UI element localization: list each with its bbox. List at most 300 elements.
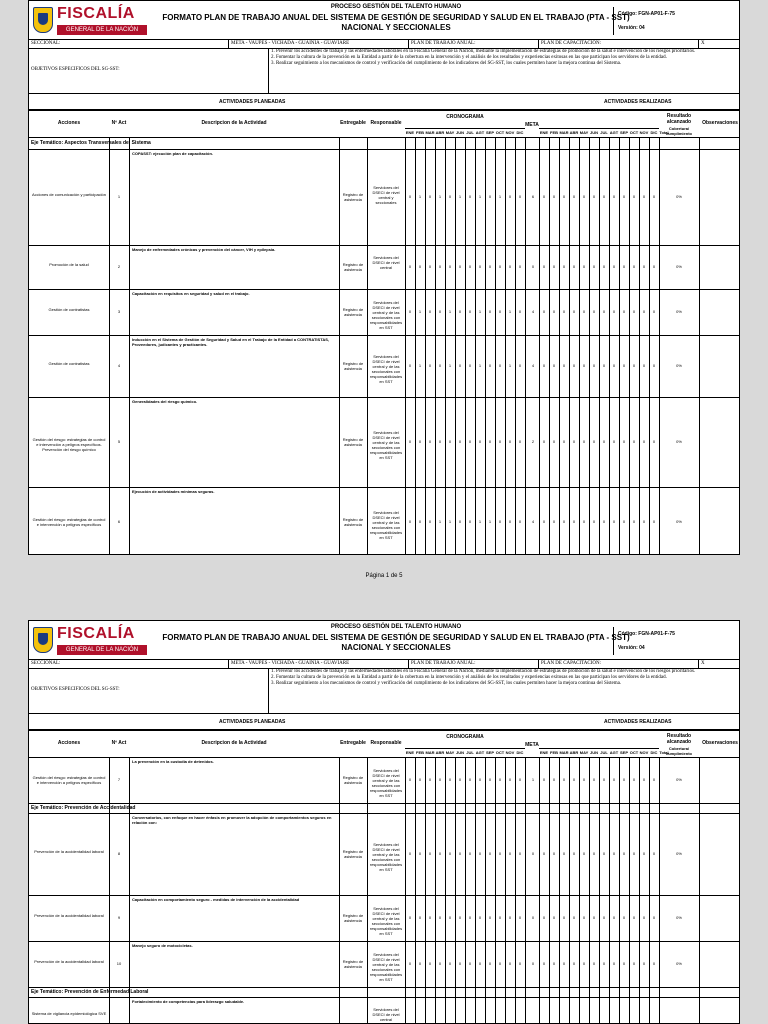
schedule-cell: 0 [488,264,492,269]
month-header-planned: MAY [445,750,455,755]
month-line [435,137,436,555]
document-title [159,13,633,33]
row-entregable: Registro de asistencia [342,959,364,969]
objetivos-text [271,49,737,67]
schedule-cell: 0 [438,851,442,856]
metadata-block [28,40,740,94]
schedule-cell: 1 [478,194,482,199]
schedule-cell: 1 [438,194,442,199]
meta-cell: 4 [531,309,535,314]
title-line-2: NACIONAL Y SECCIONALES [341,643,451,652]
row-divider [29,245,740,246]
month-line [569,137,570,555]
schedule-cell: 0 [458,309,462,314]
schedule-cell: 0 [488,194,492,199]
plan-capacitacion-label: PLAN DE CAPACITACIÓN: [539,40,699,48]
done-cell: 0 [572,777,576,782]
schedule-cell: 0 [468,519,472,524]
done-cell: 0 [562,439,566,444]
done-cell: 0 [622,309,626,314]
month-line [445,757,446,1024]
done-cell: 0 [542,777,546,782]
schedule-cell: 0 [498,363,502,368]
schedule-cell: 0 [488,309,492,314]
schedule-cell: 0 [468,309,472,314]
page-header [28,0,740,40]
schedule-cell: 0 [458,915,462,920]
row-number: 2 [117,264,121,269]
month-divider [405,128,525,129]
meta-cell: 4 [531,363,535,368]
schedule-cell: 1 [448,519,452,524]
row-percent: 0% [676,777,682,782]
done-cell: 0 [562,519,566,524]
schedule-cell: 0 [478,851,482,856]
row-entregable: Registro de asistencia [342,361,364,371]
done-cell: 0 [542,363,546,368]
done-cell: 0 [572,851,576,856]
schedule-cell: 0 [408,439,412,444]
row-responsable: Servidores del DSECI de nivel central y de las seccionales con responsabilidades en SST [369,952,403,982]
col-acciones: Acciones [57,120,81,126]
month-header-done: AGT [609,750,619,755]
row-description: Ejecución de actividades minimas seguras. [132,489,215,494]
document-page-2 [28,620,740,1024]
done-cell: 0 [582,915,586,920]
done-cell: 0 [552,519,556,524]
schedule-cell: 0 [498,309,502,314]
done-cell: 0 [552,777,556,782]
schedule-cell: 0 [458,439,462,444]
completed-activities-label: ACTIVIDADES REALIZADAS [604,99,672,105]
month-header-done: FEB [550,750,558,755]
month-line [639,757,640,1024]
col-responsable: Responsable [370,740,402,746]
document-title [159,633,633,653]
done-cell: 0 [652,194,656,199]
schedule-cell: 0 [508,439,512,444]
done-cell: 0 [552,194,556,199]
document-version: Versión: 04 [618,25,645,31]
done-cell: 0 [642,309,646,314]
month-header-done: JUL [600,130,608,135]
schedule-cell: 0 [508,851,512,856]
row-responsable: Servidores del DSECI de nivel central [372,1007,400,1022]
column-line [525,137,526,555]
col-acciones: Acciones [57,740,81,746]
month-header-planned: MAY [445,130,455,135]
eje-tematico: Eje Temático: Prevención de Accidentalidad [31,805,136,811]
schedule-cell: 0 [428,194,432,199]
schedule-cell: 0 [488,961,492,966]
row-description: La prevención en la custodia de detenidos. [132,759,214,764]
done-cell: 0 [562,264,566,269]
col-total: Total [659,750,669,755]
month-header-done: MAY [579,750,589,755]
schedule-cell: 0 [448,194,452,199]
done-cell: 0 [562,915,566,920]
schedule-cell: 0 [458,519,462,524]
meta-cell: 0 [531,851,535,856]
schedule-cell: 0 [418,961,422,966]
done-cell: 0 [612,851,616,856]
done-cell: 0 [592,439,596,444]
month-line [589,137,590,555]
month-line [579,137,580,555]
done-cell: 0 [612,961,616,966]
month-header-planned: JUL [466,130,474,135]
col-cronograma: CRONOGRAMA [446,734,484,740]
month-line [445,137,446,555]
month-line [485,137,486,555]
done-cell: 0 [632,961,636,966]
col-total: Total [659,130,669,135]
objetivos-label: OBJETIVOS ESPECIFICOS DEL SG-SST: [31,67,120,72]
done-cell: 0 [622,777,626,782]
row-description: Conversatorios, con enfoque en hacer énfasis en promover la adopción de comportamientos seguros en relación con: [132,815,332,825]
done-cell: 0 [582,519,586,524]
month-divider [539,128,659,129]
month-header-done: FEB [550,130,558,135]
month-line [609,757,610,1024]
done-cell: 0 [602,961,606,966]
col-nact: Nº Act [111,740,127,746]
row-number: 10 [116,961,122,966]
row-entregable: Registro de asistencia [342,307,364,317]
done-cell: 0 [612,194,616,199]
column-line [405,757,406,1024]
column-line [109,137,110,555]
schedule-cell: 0 [468,961,472,966]
row-accion: Gestión de contratistas [48,307,90,312]
header-divider [29,757,740,758]
schedule-cell: 0 [448,777,452,782]
fiscalia-logo [33,5,153,37]
col-entregable: Entregable [340,120,366,126]
done-cell: 0 [592,194,596,199]
done-cell: 0 [562,194,566,199]
schedule-cell: 0 [408,309,412,314]
done-cell: 0 [582,851,586,856]
plan-mark: X [701,661,705,666]
objetivo-3: 3. Realizar seguimiento a los mecanismos de control y verificación del cumplimiento de los indicadores del SG-SST, los cuales permiten hacer la mejora continua del Sistema. [271,681,622,686]
month-header-done: MAR [559,130,569,135]
col-entregable: Entregable [340,740,366,746]
col-cobertura: Cobertura/ cumplimiento [665,746,692,756]
column-line [659,137,660,555]
objetivo-1: 1. Prevenir los accidentes de trabajo y las enfermedades laborales en la Fiscalía General de la Nación, mediante la implementación de estrategias de promoción de la salud e intervención de los riesgos prioritarios. [271,669,696,674]
done-cell: 0 [562,363,566,368]
done-cell: 0 [542,961,546,966]
schedule-cell: 0 [458,363,462,368]
done-cell: 0 [582,264,586,269]
row-responsable: Servidores del DSECI de nivel central y de las seccionales con responsabilidades en SST [369,354,403,384]
done-cell: 0 [632,363,636,368]
done-cell: 0 [642,915,646,920]
done-cell: 0 [592,915,596,920]
done-cell: 0 [652,915,656,920]
row-accion: Prevención de la accidentalidad laboral [34,849,104,854]
row-entregable: Registro de asistencia [342,192,364,202]
done-cell: 0 [642,851,646,856]
schedule-cell: 0 [408,363,412,368]
month-header-planned: SEP [485,750,494,755]
month-header-done: ENE [539,130,549,135]
done-cell: 0 [592,264,596,269]
done-cell: 0 [562,309,566,314]
row-responsable: Servidores del DSECI de nivel central y seccionales [372,185,400,205]
schedule-cell: 0 [508,519,512,524]
document-page-1 [28,0,740,555]
month-divider [405,748,525,749]
schedule-cell: 0 [518,519,522,524]
schedule-cell: 0 [498,777,502,782]
row-responsable: Servidores del DSECI de nivel central y de las seccionales con responsabilidades en SST [369,768,403,798]
schedule-cell: 0 [458,961,462,966]
month-line [609,137,610,555]
done-cell: 0 [632,851,636,856]
logo-name: FISCALÍA [57,625,135,642]
schedule-cell: 0 [508,777,512,782]
row-entregable: Registro de asistencia [342,517,364,527]
schedule-cell: 1 [478,309,482,314]
month-line [629,757,630,1024]
col-meta: META [525,742,539,748]
schedule-cell: 1 [418,194,422,199]
schedule-cell: 0 [428,264,432,269]
month-line [455,757,456,1024]
schedule-cell: 0 [468,851,472,856]
month-header-planned: FEB [416,130,424,135]
month-header-planned: FEB [416,750,424,755]
month-header-planned: DIC [516,130,524,135]
month-header-planned: AGT [475,130,485,135]
schedule-cell: 0 [458,777,462,782]
schedule-cell: 0 [508,194,512,199]
done-cell: 0 [542,851,546,856]
done-cell: 0 [572,915,576,920]
row-accion: Prevención de la accidentalidad laboral [34,959,104,964]
schedule-cell: 0 [498,961,502,966]
schedule-cell: 0 [518,961,522,966]
done-cell: 0 [602,264,606,269]
seccional-label: SECCIONAL: [29,40,229,48]
schedule-cell: 0 [508,961,512,966]
row-number: 7 [117,777,121,782]
done-cell: 0 [642,519,646,524]
schedule-cell: 0 [448,439,452,444]
month-header-planned: JUL [466,750,474,755]
schedule-cell: 0 [438,777,442,782]
row-divider [29,335,740,336]
done-cell: 0 [642,961,646,966]
schedule-cell: 0 [428,309,432,314]
schedule-cell: 0 [418,851,422,856]
month-header-planned: NOV [505,130,515,135]
done-cell: 0 [602,777,606,782]
done-cell: 0 [592,851,596,856]
schedule-cell: 0 [468,363,472,368]
fiscalia-logo [33,625,153,657]
month-line [485,757,486,1024]
title-line-1: FORMATO PLAN DE TRABAJO ANUAL DEL SISTEMA DE GESTIÓN DE SEGURIDAD Y SALUD EN EL TRABAJO (PTA - SST) [162,633,630,642]
column-line [525,757,526,1024]
done-cell: 0 [542,915,546,920]
row-responsable: Servidores del DSECI de nivel central y de las seccionales con responsabilidades en SST [369,510,403,540]
month-header-done: JUL [600,750,608,755]
column-line [699,137,700,555]
column-line [539,137,540,555]
schedule-cell: 0 [428,961,432,966]
month-header-planned: JUN [455,750,464,755]
column-line [699,757,700,1024]
schedule-cell: 1 [488,519,492,524]
row-description: Fortalecimiento de competencias para liderazgo saludable. [132,999,245,1004]
row-number: 8 [117,851,121,856]
meta-cell: 0 [531,264,535,269]
document-code-box [613,627,739,655]
column-line [339,757,340,1024]
plan-trabajo-label: PLAN DE TRABAJO ANUAL: [409,40,539,48]
schedule-cell: 0 [488,915,492,920]
month-header-planned: MAR [425,750,435,755]
month-line [599,137,600,555]
month-line [569,757,570,1024]
row-description: Manejo de enfermedades crónicas y prevención del cáncer, VIH y epilepsia. [132,247,276,252]
schedule-cell: 0 [428,851,432,856]
done-cell: 0 [622,194,626,199]
row-percent: 0% [676,363,682,368]
done-cell: 0 [602,363,606,368]
done-cell: 0 [582,309,586,314]
completed-activities-label: ACTIVIDADES REALIZADAS [604,719,672,725]
done-cell: 0 [582,777,586,782]
month-line [649,137,650,555]
row-accion: Gestión del riesgo: estrategias de control e intervención a peligros específicos [32,775,106,785]
page-number: Página 1 de 5 [365,573,403,579]
eje-divider [29,813,740,814]
seccional-label: SECCIONAL: [29,660,229,668]
done-cell: 0 [642,363,646,368]
row-number: 3 [117,309,121,314]
schedule-cell: 0 [468,439,472,444]
schedule-cell: 0 [418,519,422,524]
schedule-cell: 0 [418,915,422,920]
row-number: 9 [117,915,121,920]
month-line [455,137,456,555]
month-header-done: NOV [639,130,649,135]
done-cell: 0 [552,309,556,314]
schedule-cell: 0 [438,915,442,920]
schedule-cell: 1 [418,309,422,314]
col-meta: META [525,122,539,128]
done-cell: 0 [602,915,606,920]
row-divider [29,397,740,398]
activities-section-header [28,94,740,110]
schedule-cell: 0 [428,519,432,524]
logo-subtitle: GENERAL DE LA NACIÓN [57,645,147,655]
done-cell: 0 [572,363,576,368]
col-resultado: Resultado alcanzado [666,113,692,125]
meta-cell: 2 [531,439,535,444]
row-divider [29,895,740,896]
col-descripcion: Descripcion de la Actividad [201,740,267,746]
done-cell: 0 [632,519,636,524]
column-line [129,757,130,1024]
schedule-cell: 0 [518,363,522,368]
schedule-cell: 0 [518,439,522,444]
schedule-cell: 0 [408,777,412,782]
done-cell: 0 [622,851,626,856]
schedule-cell: 0 [458,264,462,269]
schedule-cell: 0 [448,264,452,269]
done-cell: 0 [652,264,656,269]
month-header-done: DIC [650,750,658,755]
objetivo-1: 1. Prevenir los accidentes de trabajo y las enfermedades laborales en la Fiscalía General de la Nación, mediante la implementación de estrategias de promoción de la salud e intervención de los riesgos prioritarios. [271,49,696,54]
objetivo-2: 2. Fomentar la cultura de la prevención en la Entidad a partir de la cobertura en la intervención y el análisis de los resultados y experiencias exitosas en las que participan los servidores de la entidad. [271,675,667,680]
schedule-cell: 0 [428,777,432,782]
schedule-cell: 0 [408,851,412,856]
activities-table [28,730,740,1024]
done-cell: 0 [642,777,646,782]
objetivos-label: OBJETIVOS ESPECIFICOS DEL SG-SST: [31,687,120,692]
done-cell: 0 [582,961,586,966]
schedule-cell: 0 [508,264,512,269]
schedule-cell: 0 [428,439,432,444]
schedule-cell: 0 [468,264,472,269]
done-cell: 0 [552,961,556,966]
month-line [505,757,506,1024]
schedule-cell: 0 [488,439,492,444]
month-line [589,757,590,1024]
row-responsable: Servidores del DSECI de nivel central y de las seccionales con responsabilidades en SST [369,842,403,872]
done-cell: 0 [622,915,626,920]
schedule-cell: 0 [488,363,492,368]
done-cell: 0 [542,194,546,199]
done-cell: 0 [602,439,606,444]
plan-trabajo-label: PLAN DE TRABAJO ANUAL: [409,660,539,668]
done-cell: 0 [612,519,616,524]
done-cell: 0 [572,194,576,199]
done-cell: 0 [602,309,606,314]
schedule-cell: 1 [418,363,422,368]
eje-tematico: Eje Temático: Prevención de Enfermedad Laboral [31,989,149,995]
row-responsable: Servidores del DSECI de nivel central y de las seccionales con responsabilidades en SST [369,430,403,460]
row-divider [29,487,740,488]
column-line [659,757,660,1024]
row-accion: Acciones de comunicación y participación [31,192,107,197]
done-cell: 0 [632,309,636,314]
col-responsable: Responsable [370,120,402,126]
month-line [495,137,496,555]
month-header-done: JUN [589,130,598,135]
row-accion: Sistema de vigilancia epidemiológica SVE [31,1011,107,1016]
objetivo-2: 2. Fomentar la cultura de la prevención en la Entidad a partir de la cobertura en la intervención y el análisis de los resultados y experiencias exitosas en las que participan los servidores de la entidad. [271,55,667,60]
month-header-planned: ENE [405,130,415,135]
process-name: PROCESO GESTIÓN DEL TALENTO HUMANO [330,4,462,10]
done-cell: 0 [622,519,626,524]
objetivo-3: 3. Realizar seguimiento a los mecanismos de control y verificación del cumplimiento de los indicadores del SG-SST, los cuales permiten hacer la mejora continua del Sistema. [271,61,622,66]
month-header-planned: AGT [475,750,485,755]
month-divider [539,748,659,749]
schedule-cell: 0 [478,264,482,269]
schedule-cell: 0 [518,309,522,314]
month-line [465,757,466,1024]
done-cell: 0 [622,439,626,444]
column-line [405,137,406,555]
col-observaciones: Observaciones [702,120,738,126]
row-percent: 0% [676,264,682,269]
